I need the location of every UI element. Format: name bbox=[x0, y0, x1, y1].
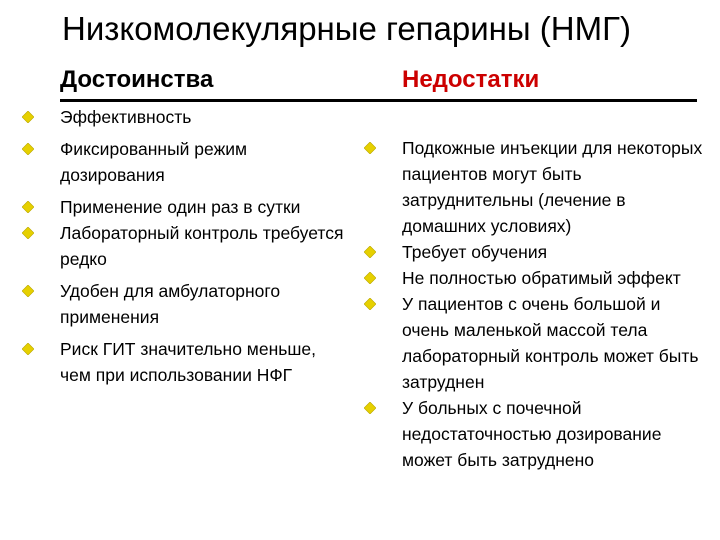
diamond-bullet-icon bbox=[22, 343, 34, 355]
disadvantage-item bbox=[362, 239, 712, 265]
diamond-bullet-icon bbox=[22, 143, 34, 155]
advantage-item bbox=[20, 220, 350, 272]
disadvantage-item bbox=[362, 291, 712, 395]
diamond-bullet-icon bbox=[22, 285, 34, 297]
advantages-heading: Достоинства bbox=[60, 66, 214, 93]
diamond-bullet-icon bbox=[364, 142, 376, 154]
disadvantage-item bbox=[362, 265, 712, 291]
advantages-list bbox=[20, 104, 350, 394]
heading-divider bbox=[60, 99, 697, 102]
advantage-item bbox=[20, 194, 350, 220]
diamond-bullet-icon bbox=[364, 272, 376, 284]
disadvantage-text: Подкожные инъекции для некоторых пациентов могут быть затруднительны (лечение в домашних условиях) bbox=[402, 138, 703, 236]
disadvantages-list bbox=[362, 135, 712, 473]
advantage-text: Удобен для амбулаторного применения bbox=[60, 281, 281, 327]
disadvantage-text: Требует обучения bbox=[402, 242, 548, 262]
disadvantage-text: У больных с почечной недостаточностью дозирование может быть затруднено bbox=[402, 398, 662, 470]
diamond-bullet-icon bbox=[22, 227, 34, 239]
advantage-text: Эффективность bbox=[60, 107, 192, 127]
advantage-item bbox=[20, 104, 350, 130]
advantage-text: Риск ГИТ значительно меньше, чем при использовании НФГ bbox=[60, 339, 316, 385]
diamond-bullet-icon bbox=[22, 111, 34, 123]
diamond-bullet-icon bbox=[364, 246, 376, 258]
advantage-text: Фиксированный режим дозирования bbox=[60, 139, 248, 185]
disadvantage-text: У пациентов с очень большой и очень маленькой массой тела лабораторный контроль может быть затруднен bbox=[402, 294, 699, 392]
disadvantage-item bbox=[362, 135, 712, 239]
advantage-item bbox=[20, 278, 350, 330]
diamond-bullet-icon bbox=[22, 201, 34, 213]
diamond-bullet-icon bbox=[364, 298, 376, 310]
disadvantage-item bbox=[362, 395, 712, 473]
diamond-bullet-icon bbox=[364, 402, 376, 414]
advantage-item bbox=[20, 136, 350, 188]
advantage-text: Применение один раз в сутки bbox=[60, 197, 301, 217]
slide-title: Низкомолекулярные гепарины (НМГ) bbox=[62, 10, 631, 47]
advantage-text: Лабораторный контроль требуется редко bbox=[60, 223, 344, 269]
disadvantages-heading: Недостатки bbox=[402, 66, 540, 93]
disadvantage-text: Не полностью обратимый эффект bbox=[402, 268, 681, 288]
advantage-item bbox=[20, 336, 350, 388]
